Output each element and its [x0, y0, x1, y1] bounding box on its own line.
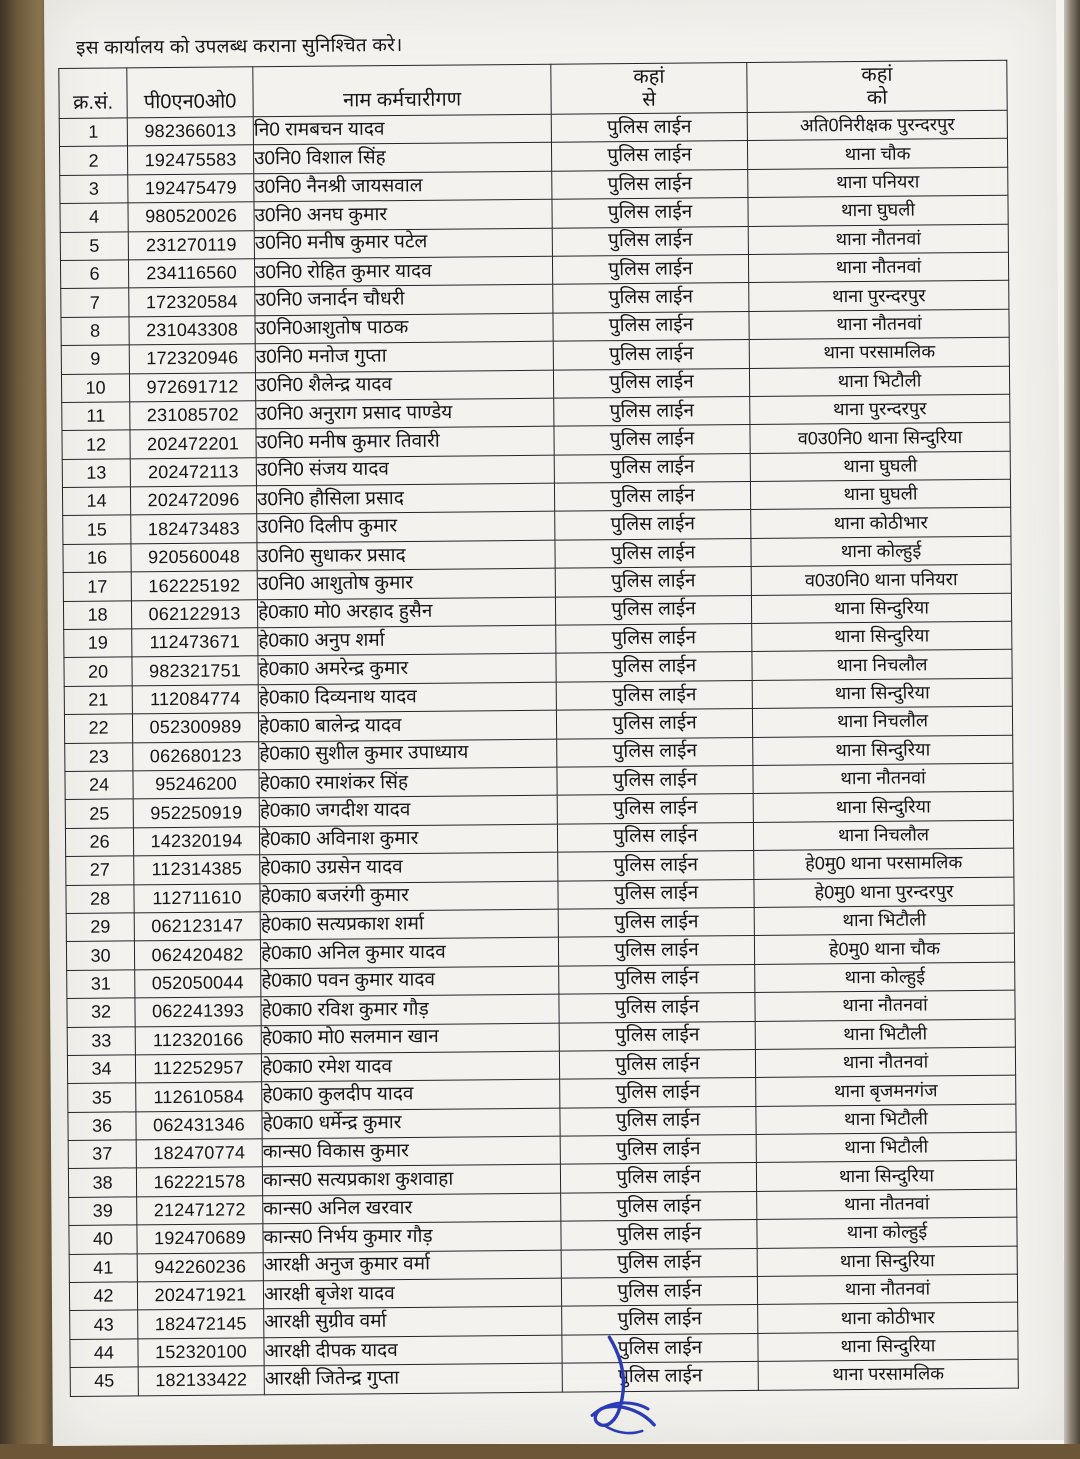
cell-pno: 202472113 — [130, 457, 256, 486]
cell-pno: 202471921 — [137, 1281, 263, 1310]
cell-to: थाना भिटौली — [756, 1132, 1016, 1163]
cell-from: पुलिस लाईन — [551, 112, 747, 142]
cell-to: थाना भिटौली — [749, 366, 1009, 397]
cell-pno: 231043308 — [129, 316, 255, 345]
cell-sn: 23 — [65, 742, 133, 771]
cell-pno: 172320946 — [129, 344, 255, 373]
cell-from: पुलिस लाईन — [562, 1333, 758, 1363]
cell-name: उ0नि0 विशाल सिंह — [253, 143, 551, 174]
cell-sn: 15 — [63, 515, 131, 544]
cell-pno: 231270119 — [128, 230, 254, 259]
document-content — [58, 26, 1030, 1397]
cell-pno: 182470774 — [136, 1139, 262, 1168]
column-header-from — [551, 62, 747, 114]
cell-to: थाना सिन्दुरिया — [753, 792, 1013, 823]
cell-pno: 112252957 — [135, 1054, 261, 1083]
cell-name: आरक्षी बृजेश यादव — [263, 1278, 561, 1309]
cell-sn: 10 — [61, 373, 129, 402]
cell-name: उ0नि0आशुतोष पाठक — [255, 313, 553, 344]
cell-sn: 28 — [66, 884, 134, 913]
cell-pno: 142320194 — [133, 827, 259, 856]
cell-pno: 972691712 — [129, 372, 255, 401]
cell-name: हे0का0 बजरंगी कुमार — [260, 881, 558, 912]
cell-from: पुलिस लाईन — [561, 1248, 757, 1278]
cell-name: हे0का0 अमरेन्द्र कुमार — [258, 654, 556, 685]
cell-from: पुलिस लाईन — [557, 794, 753, 824]
cell-name: हे0का0 सुशील कुमार उपाध्याय — [259, 738, 557, 769]
cell-pno: 182473483 — [131, 514, 257, 543]
cell-to: अति0निरीक्षक पुरन्दरपुर — [747, 110, 1007, 141]
cell-pno: 162225192 — [131, 571, 257, 600]
cell-from: पुलिस लाईन — [553, 283, 749, 313]
cell-sn: 32 — [67, 998, 135, 1027]
cell-from: पुलिस लाईन — [560, 1078, 756, 1108]
cell-from: पुलिस लाईन — [556, 680, 752, 710]
cell-to: थाना परसामलिक — [758, 1359, 1018, 1390]
cell-name: हे0का0 जगदीश यादव — [259, 795, 557, 826]
cell-name: उ0नि0 रोहित कुमार यादव — [254, 256, 552, 287]
column-header-serial: क्र.सं. — [59, 68, 127, 119]
cell-name: उ0नि0 संजय यादव — [256, 454, 554, 485]
cell-to: व0उ0नि0 थाना पनियरा — [751, 564, 1011, 595]
cell-from: पुलिस लाईन — [562, 1362, 758, 1392]
cell-from: पुलिस लाईन — [560, 1163, 756, 1193]
cell-to: थाना नौतनवां — [755, 1047, 1015, 1078]
cell-sn: 40 — [69, 1225, 137, 1254]
cell-name: हे0का0 धर्मेन्द्र कुमार — [262, 1108, 560, 1139]
cell-to: थाना घुघली — [750, 451, 1010, 482]
cell-name: आरक्षी जितेन्द्र गुप्ता — [264, 1363, 562, 1394]
cell-to: थाना कोठीभार — [751, 508, 1011, 539]
cell-to: थाना कोठीभार — [758, 1303, 1018, 1334]
cell-name: उ0नि0 आशुतोष कुमार — [257, 568, 555, 599]
cell-to: थाना घुघली — [748, 195, 1008, 226]
cell-name: कान्स0 विकास कुमार — [262, 1136, 560, 1167]
cell-pno: 182133422 — [138, 1366, 264, 1395]
cell-to: हे0मु0 थाना परसामलिक — [754, 848, 1014, 879]
cell-to: थाना भिटौली — [756, 1104, 1016, 1135]
cell-name: हे0का0 अविनाश कुमार — [259, 824, 557, 855]
cell-from: पुलिस लाईन — [559, 1049, 755, 1079]
cell-sn: 17 — [63, 572, 131, 601]
cell-sn: 13 — [62, 459, 130, 488]
cell-from: पुलिस लाईन — [554, 453, 750, 483]
cell-pno: 112314385 — [134, 855, 260, 884]
cell-to: व0उ0नि0 थाना सिन्दुरिया — [750, 423, 1010, 454]
cell-from: पुलिस लाईन — [557, 737, 753, 767]
cell-pno: 952250919 — [133, 798, 259, 827]
cell-sn: 4 — [60, 203, 128, 232]
cell-from: पुलिस लाईन — [553, 311, 749, 341]
cell-sn: 14 — [62, 487, 130, 516]
cell-to: थाना सिन्दुरिया — [751, 593, 1011, 624]
cell-pno: 112473671 — [132, 628, 258, 657]
top-instruction-line: इस कार्यालय को उपलब्ध कराना सुनिश्चित करे। — [76, 34, 403, 59]
cell-from: पुलिस लाईन — [561, 1220, 757, 1250]
cell-name: उ0नि0 अनघ कुमार — [254, 199, 552, 230]
cell-sn: 36 — [68, 1112, 136, 1141]
cell-to: थाना नौतनवां — [757, 1189, 1017, 1220]
cell-from: पुलिस लाईन — [554, 425, 750, 455]
cell-pno: 192470689 — [137, 1224, 263, 1253]
cell-pno: 052300989 — [132, 713, 258, 742]
cell-sn: 11 — [62, 402, 130, 431]
cell-name: आरक्षी सुग्रीव वर्मा — [264, 1306, 562, 1337]
cell-name: उ0नि0 नैनश्री जायसवाल — [254, 170, 552, 201]
cell-sn: 12 — [62, 430, 130, 459]
cell-from: पुलिस लाईन — [555, 595, 751, 625]
cell-pno: 95246200 — [133, 770, 259, 799]
cell-sn: 45 — [70, 1367, 138, 1396]
cell-name: हे0का0 उग्रसेन यादव — [260, 852, 558, 883]
cell-pno: 982321751 — [132, 656, 258, 685]
cell-to: थाना नौतनवां — [748, 224, 1008, 255]
cell-sn: 44 — [70, 1339, 138, 1368]
cell-sn: 9 — [61, 345, 129, 374]
cell-sn: 19 — [64, 629, 132, 658]
cell-to: थाना सिन्दुरिया — [758, 1331, 1018, 1362]
cell-name: हे0का0 कुलदीप यादव — [262, 1079, 560, 1110]
cell-sn: 42 — [69, 1282, 137, 1311]
cell-name: हे0का0 सत्यप्रकाश शर्मा — [260, 909, 558, 940]
cell-sn: 7 — [61, 288, 129, 317]
cell-from: पुलिस लाईन — [562, 1305, 758, 1335]
page-right-edge-shadow — [1064, 0, 1080, 1444]
cell-sn: 3 — [60, 175, 128, 204]
cell-pno: 202472096 — [130, 486, 256, 515]
column-header-to-line2: को — [866, 86, 888, 109]
cell-pno: 112084774 — [132, 685, 258, 714]
cell-pno: 062680123 — [133, 741, 259, 770]
cell-from: पुलिस लाईन — [561, 1276, 757, 1306]
cell-from: पुलिस लाईन — [558, 907, 754, 937]
table-body — [59, 110, 1018, 1396]
column-header-from-line1: कहां — [633, 65, 665, 88]
cell-from: पुलिस लाईन — [559, 964, 755, 994]
cell-sn: 41 — [69, 1253, 137, 1282]
cell-pno: 152320100 — [138, 1338, 264, 1367]
cell-pno: 162221578 — [136, 1167, 262, 1196]
cell-sn: 38 — [68, 1168, 136, 1197]
cell-sn: 26 — [65, 828, 133, 857]
cell-to: थाना निचलौल — [753, 820, 1013, 851]
cell-from: पुलिस लाईन — [561, 1191, 757, 1221]
column-header-pno: पी0एन0ओ0 — [127, 67, 253, 118]
cell-to: हे0मु0 थाना पुरन्दरपुर — [754, 877, 1014, 908]
cell-sn: 21 — [64, 686, 132, 715]
cell-sn: 8 — [61, 317, 129, 346]
cell-name: हे0का0 अनुप शर्मा — [258, 625, 556, 656]
cell-from: पुलिस लाईन — [553, 368, 749, 398]
cell-sn: 37 — [68, 1140, 136, 1169]
cell-sn: 18 — [63, 601, 131, 630]
cell-pno: 982366013 — [127, 117, 253, 146]
cell-name: उ0नि0 हौसिला प्रसाद — [256, 483, 554, 514]
cell-pno: 062122913 — [131, 599, 257, 628]
cell-name: हे0का0 मो0 सलमान खान — [261, 1022, 559, 1053]
cell-to: थाना नौतनवां — [753, 763, 1013, 794]
cell-to: थाना नौतनवां — [748, 252, 1008, 283]
cell-pno: 231085702 — [130, 401, 256, 430]
cell-sn: 33 — [67, 1026, 135, 1055]
cell-pno: 920560048 — [131, 543, 257, 572]
cell-from: पुलिस लाईन — [555, 510, 751, 540]
transfer-roster-table — [58, 60, 1019, 1397]
cell-from: पुलिस लाईन — [553, 340, 749, 370]
cell-to: थाना कोल्हुई — [751, 536, 1011, 567]
cell-from: पुलिस लाईन — [559, 1021, 755, 1051]
cell-name: हे0का0 पवन कुमार यादव — [261, 965, 559, 996]
cell-sn: 27 — [66, 856, 134, 885]
cell-to: थाना बृजमनगंज — [756, 1075, 1016, 1106]
cell-from: पुलिस लाईन — [557, 765, 753, 795]
cell-pno: 112610584 — [136, 1082, 262, 1111]
cell-from: पुलिस लाईन — [552, 198, 748, 228]
cell-to: थाना पुरन्दरपुर — [749, 281, 1009, 312]
cell-to: थाना भिटौली — [755, 1019, 1015, 1050]
cell-sn: 29 — [66, 913, 134, 942]
cell-to: थाना सिन्दुरिया — [756, 1161, 1016, 1192]
cell-from: पुलिस लाईन — [554, 482, 750, 512]
cell-pno: 112711610 — [134, 883, 260, 912]
cell-to: थाना चौक — [747, 139, 1007, 170]
table-header — [59, 60, 1007, 118]
cell-name: हे0का0 मो0 अरहाद हुसैन — [257, 597, 555, 628]
cell-name: हे0का0 अनिल कुमार यादव — [260, 937, 558, 968]
cell-sn: 39 — [69, 1197, 137, 1226]
cell-to: थाना घुघली — [750, 479, 1010, 510]
cell-from: पुलिस लाईन — [558, 936, 754, 966]
cell-pno: 202472201 — [130, 429, 256, 458]
cell-pno: 062420482 — [134, 940, 260, 969]
cell-pno: 062123147 — [134, 912, 260, 941]
cell-name: कान्स0 अनिल खरवार — [263, 1193, 561, 1224]
cell-from: पुलिस लाईन — [555, 538, 751, 568]
cell-pno: 172320584 — [129, 287, 255, 316]
cell-to: थाना नौतनवां — [755, 990, 1015, 1021]
table-header-row — [59, 60, 1007, 118]
cell-from: पुलिस लाईन — [560, 1135, 756, 1165]
cell-sn: 34 — [67, 1055, 135, 1084]
cell-sn: 31 — [67, 970, 135, 999]
cell-pno: 112320166 — [135, 1025, 261, 1054]
cell-name: आरक्षी अनुज कुमार वर्मा — [263, 1249, 561, 1280]
cell-name: आरक्षी दीपक यादव — [264, 1335, 562, 1366]
cell-to: थाना निचलौल — [752, 706, 1012, 737]
cell-name: हे0का0 रमाशंकर सिंह — [259, 767, 557, 798]
cell-name: हे0का0 बालेन्द्र यादव — [258, 710, 556, 741]
cell-name: उ0नि0 मनीष कुमार पटेल — [254, 227, 552, 258]
column-header-name: नाम कर्मचारीगण — [253, 64, 551, 117]
cell-pno: 052050044 — [135, 968, 261, 997]
cell-name: नि0 रामबचन यादव — [253, 114, 551, 145]
cell-pno: 942260236 — [137, 1252, 263, 1281]
cell-from: पुलिस लाईन — [559, 993, 755, 1023]
cell-from: पुलिस लाईन — [560, 1106, 756, 1136]
cell-sn: 20 — [64, 657, 132, 686]
cell-to: थाना पनियरा — [748, 167, 1008, 198]
cell-sn: 43 — [70, 1310, 138, 1339]
cell-to: थाना भिटौली — [754, 905, 1014, 936]
cell-pno: 062241393 — [135, 997, 261, 1026]
cell-from: पुलिस लाईन — [551, 141, 747, 171]
cell-to: थाना सिन्दुरिया — [752, 621, 1012, 652]
cell-pno: 234116560 — [128, 259, 254, 288]
cell-name: उ0नि0 मनीष कुमार तिवारी — [256, 426, 554, 457]
cell-from: पुलिस लाईन — [557, 822, 753, 852]
cell-from: पुलिस लाईन — [556, 624, 752, 654]
cell-from: पुलिस लाईन — [556, 652, 752, 682]
cell-from: पुलिस लाईन — [558, 879, 754, 909]
cell-name: हे0का0 रमेश यादव — [261, 1051, 559, 1082]
cell-sn: 22 — [64, 714, 132, 743]
cell-name: उ0नि0 सुधाकर प्रसाद — [257, 540, 555, 571]
cell-to: थाना नौतनवां — [749, 309, 1009, 340]
cell-sn: 35 — [68, 1083, 136, 1112]
cell-name: हे0का0 दिव्यनाथ यादव — [258, 681, 556, 712]
cell-to: थाना कोल्हुई — [755, 962, 1015, 993]
cell-pno: 062431346 — [136, 1110, 262, 1139]
cell-name: उ0नि0 अनुराग प्रसाद पाण्डेय — [256, 398, 554, 429]
cell-name: उ0नि0 दिलीप कुमार — [257, 511, 555, 542]
cell-from: पुलिस लाईन — [552, 226, 748, 256]
column-header-to-line1: कहां — [861, 63, 893, 86]
cell-name: हे0का0 रविश कुमार गौड़ — [261, 994, 559, 1025]
cell-from: पुलिस लाईन — [555, 567, 751, 597]
cell-name: उ0नि0 मनोज गुप्ता — [255, 341, 553, 372]
cell-from: पुलिस लाईन — [552, 254, 748, 284]
cell-sn: 2 — [59, 146, 127, 175]
cell-from: पुलिस लाईन — [558, 851, 754, 881]
cell-to: थाना सिन्दुरिया — [757, 1246, 1017, 1277]
cell-from: पुलिस लाईन — [554, 396, 750, 426]
cell-to: थाना नौतनवां — [757, 1274, 1017, 1305]
cell-pno: 980520026 — [128, 202, 254, 231]
cell-to: थाना निचलौल — [752, 650, 1012, 681]
cell-from: पुलिस लाईन — [552, 169, 748, 199]
cell-to: थाना परसामलिक — [749, 337, 1009, 368]
cell-to: थाना पुरन्दरपुर — [750, 394, 1010, 425]
cell-sn: 1 — [59, 118, 127, 147]
cell-name: उ0नि0 जनार्दन चौधरी — [255, 284, 553, 315]
cell-from: पुलिस लाईन — [556, 709, 752, 739]
cell-pno: 212471272 — [137, 1196, 263, 1225]
cell-name: कान्स0 सत्यप्रकाश कुशवाहा — [262, 1165, 560, 1196]
cell-sn: 25 — [65, 799, 133, 828]
cell-pno: 182472145 — [138, 1309, 264, 1338]
cell-sn: 16 — [63, 544, 131, 573]
cell-name: कान्स0 निर्भय कुमार गौड़ — [263, 1221, 561, 1252]
cell-to: थाना सिन्दुरिया — [752, 678, 1012, 709]
cell-sn: 30 — [66, 941, 134, 970]
cell-to: थाना सिन्दुरिया — [753, 735, 1013, 766]
cell-to: थाना कोल्हुई — [757, 1217, 1017, 1248]
cell-pno: 192475583 — [127, 145, 253, 174]
cell-sn: 24 — [65, 771, 133, 800]
cell-sn: 6 — [60, 260, 128, 289]
column-header-to — [747, 60, 1007, 112]
cell-to: हे0मु0 थाना चौक — [754, 934, 1014, 965]
cell-pno: 192475479 — [128, 174, 254, 203]
cell-name: उ0नि0 शैलेन्द्र यादव — [255, 370, 553, 401]
cell-sn: 5 — [60, 231, 128, 260]
column-header-from-line2: से — [642, 88, 656, 111]
